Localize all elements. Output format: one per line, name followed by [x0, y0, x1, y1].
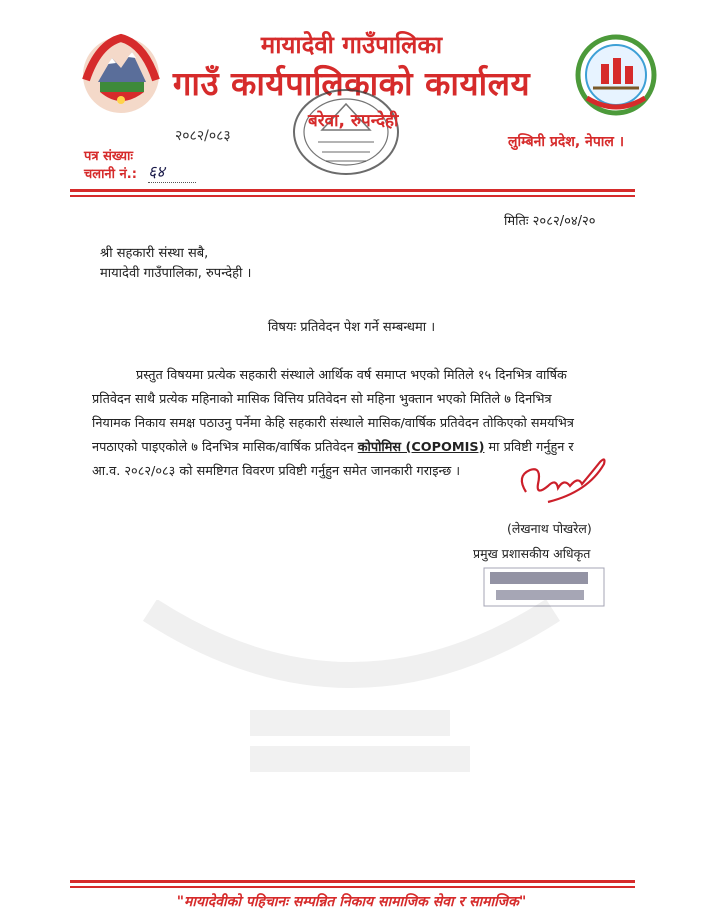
footer-motto: "मायादेवीको पहिचानः सम्पन्नित निकाय सामाजिक सेवा र सामाजिक": [176, 894, 527, 910]
recipient-line-1: श्री सहकारी संस्था सबै,: [100, 246, 209, 261]
chalani-label: चलानी नं.:: [84, 167, 137, 182]
letter-subject: विषयः प्रतिवेदन पेश गर्ने सम्बन्धमा ।: [267, 320, 436, 335]
org-name: मायादेवी गाउँपालिका: [260, 31, 443, 59]
fiscal-year: २०८२/०८३: [175, 128, 231, 144]
header-divider-thin: [70, 195, 635, 197]
office-address: बरेवा, रुपन्देही: [308, 111, 399, 131]
body-line-4-post: मा प्रविष्टी गर्नुहुन र: [488, 440, 574, 455]
office-province: लुम्बिनी प्रदेश, नेपाल ।: [508, 134, 625, 150]
handwritten-signature-icon: [508, 452, 618, 512]
office-stamp-icon: [288, 84, 406, 180]
patra-sankhya-label: पत्र संख्याः: [84, 149, 134, 164]
signature-stamp-icon: [480, 566, 610, 610]
body-line-4: [92, 437, 574, 455]
watermark-address: [0, 700, 703, 787]
signer-name: (लेखनाथ पोखरेल): [507, 521, 592, 536]
copomis-highlight: कोपोमिस (COPOMIS): [357, 440, 485, 455]
footer-divider-thin: [70, 886, 635, 888]
chalani-number: ६४: [148, 160, 196, 183]
footer-divider: [70, 880, 635, 883]
body-line-5: आ.व. २०८२/०८३ को समष्टिगत विवरण प्रविष्टी गर्नुहुन समेत जानकारी गराइन्छ ।: [92, 464, 461, 479]
signer-title: प्रमुख प्रशासकीय अधिकृत: [473, 546, 591, 561]
body-line-2: प्रतिवेदन साथै प्रत्येक महिनाको मासिक वित्तिय प्रतिवेदन सो महिना भुक्तान भएको मितिले ७ दिनभित्र: [92, 392, 552, 407]
body-line-1: प्रस्तुत विषयमा प्रत्येक सहकारी संस्थाले आर्थिक वर्ष समाप्त भएको मितिले १५ दिनभित्र वार्षिक: [136, 368, 567, 383]
recipient-line-2: मायादेवी गाउँपालिका, रुपन्देही ।: [100, 266, 252, 281]
letter-date: मितिः २०८२/०४/२०: [504, 214, 596, 229]
body-line-3: नियामक निकाय समक्ष पठाउनु पर्नेमा केहि सहकारी संस्थाले मासिक/वार्षिक प्रतिवेदन तोकिएको समयभित्र: [92, 416, 574, 431]
body-line-4-pre: नपठाएको पाइएकोले ७ दिनभित्र मासिक/वार्षिक प्रतिवेदन: [92, 440, 354, 455]
office-name: गाउँ कार्यपालिकाको कार्यालय: [172, 64, 531, 103]
header-divider: [70, 189, 635, 192]
